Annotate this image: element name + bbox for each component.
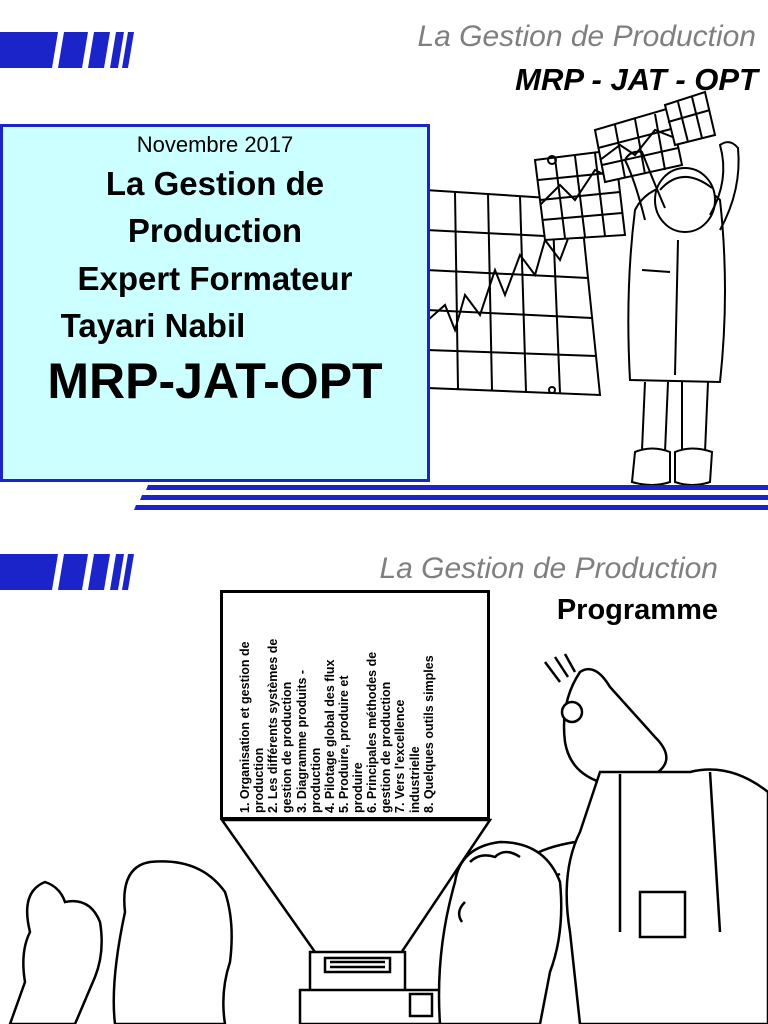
list-item: industrielle [407,746,422,813]
list-item: 2. Les différents systèmes de [266,638,281,813]
programme-list [238,598,496,813]
list-item: 5. Produire, produire et [336,675,351,813]
list-item: 3. Diagramme produits - [294,669,309,813]
title-info-box [0,124,430,482]
list-item: gestion de production [379,681,394,813]
header-title: La Gestion de Production [417,20,756,53]
brand-stripes-logo [0,20,140,72]
programme-screen [220,590,490,820]
header-subtitle: MRP - JAT - OPT [515,62,758,97]
list-item: produire [351,762,365,813]
list-item: 7. Vers l'excellence [393,699,408,813]
slide-programme [0,512,768,1024]
list-item: production [252,747,267,813]
title-line-2: Production [127,212,303,249]
list-item: 4. Pilotage global des flux [322,659,337,813]
title-line-1: La Gestion de [105,165,325,202]
list-item: 8. Quelques outils simples [421,655,436,813]
man-hanging-chart-illustration [420,90,760,490]
author-name: Tayari Nabil [60,307,246,344]
header-subtitle: Programme [556,594,718,626]
main-topic: MRP-JAT-OPT [47,353,383,409]
list-item: 6. Principales méthodes de [365,651,380,813]
list-item: 1. Organisation et gestion de [238,641,252,813]
presentation-date: Novembre 2017 [136,132,294,157]
bottom-stripes [128,482,768,512]
role-line: Expert Formateur [77,260,353,297]
list-item: production [308,747,323,813]
header-title: La Gestion de Production [379,552,718,585]
list-item: gestion de production [280,681,295,813]
